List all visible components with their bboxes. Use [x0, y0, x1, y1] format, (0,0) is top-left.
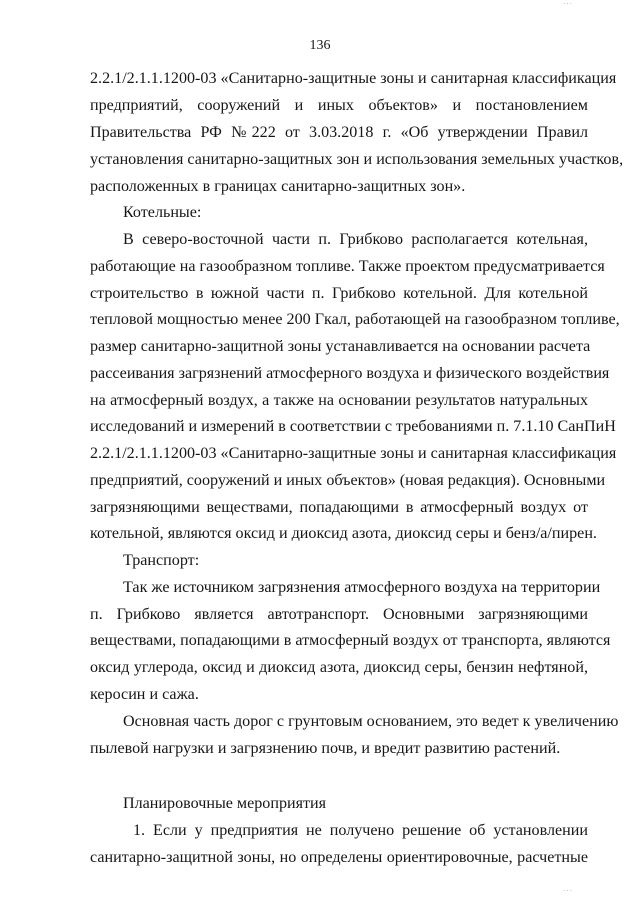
scan-artifact-top: ˙˙˙ — [563, 2, 573, 10]
text-line: 2.2.1/2.1.1.1200-03 «Санитарно-защитные зоны и санитарная классификация — [90, 445, 617, 462]
text-line: Так же источником загрязнения атмосферного воздуха на территории — [123, 579, 601, 596]
text-line: тепловой мощностью менее 200 Гкал, работающей на газообразном топливе, — [90, 311, 620, 328]
page-number: 136 — [309, 38, 331, 53]
scan-artifact-bottom: ˙˙˙ — [563, 889, 573, 897]
text-line: санитарно-защитной зоны, но определены ориентировочные, расчетные — [90, 849, 588, 866]
text-line: оксид углерода, оксид и диоксид азота, диоксид серы, бензин нефтяной, — [90, 659, 588, 676]
text-line: керосин и сажа. — [90, 686, 199, 703]
text-line: Правительства РФ №222 от 3.03.2018 г. «Об утверждении Правил — [90, 124, 588, 141]
text-line: Основная часть дорог с грунтовым основанием, это ведет к увеличению — [123, 713, 619, 730]
text-line: загрязняющими веществами, попадающими в атмосферный воздух от — [90, 499, 588, 516]
text-line: 2.2.1/2.1.1.1200-03 «Санитарно-защитные зоны и санитарная классификация — [90, 70, 617, 87]
section-label-boilers: Котельные: — [123, 204, 202, 221]
section-label-transport: Транспорт: — [123, 552, 200, 569]
text-line: работающие на газообразном топливе. Также проектом предусматривается — [90, 258, 605, 275]
text-line: веществами, попадающими в атмосферный воздух от транспорта, являются — [90, 632, 611, 649]
text-line: п. Грибково является автотранспорт. Основными загрязняющими — [90, 606, 588, 623]
text-line: строительство в южной части п. Грибково котельной. Для котельной — [90, 285, 588, 302]
text-line: на атмосферный воздух, а также на основании результатов натуральных — [90, 392, 588, 409]
text-line: размер санитарно-защитной зоны устанавливается на основании расчета — [90, 338, 591, 355]
text-line: предприятий, сооружений и иных объектов» и постановлением — [90, 97, 588, 114]
list-item: 1. Если у предприятия не получено решение об установлении — [133, 822, 588, 839]
text-line: исследований и измерений в соответствии с требованиями п. 7.1.10 СанПиН — [90, 418, 616, 435]
text-line: установления санитарно-защитных зон и использования земельных участков, — [90, 151, 624, 168]
text-line: расположенных в границах санитарно-защитных зон». — [90, 178, 466, 195]
text-line: котельной, являются оксид и диоксид азота, диоксид серы и бенз/а/пирен. — [90, 525, 597, 542]
section-heading-planning: Планировочные мероприятия — [123, 795, 327, 812]
text-line: рассеивания загрязнений атмосферного воздуха и физического воздействия — [90, 365, 610, 382]
text-line: В северо-восточной части п. Грибково располагается котельная, — [123, 231, 588, 248]
text-line: предприятий, сооружений и иных объектов» (новая редакция). Основными — [90, 472, 606, 489]
text-line: пылевой нагрузки и загрязнению почв, и вредит развитию растений. — [90, 740, 561, 757]
